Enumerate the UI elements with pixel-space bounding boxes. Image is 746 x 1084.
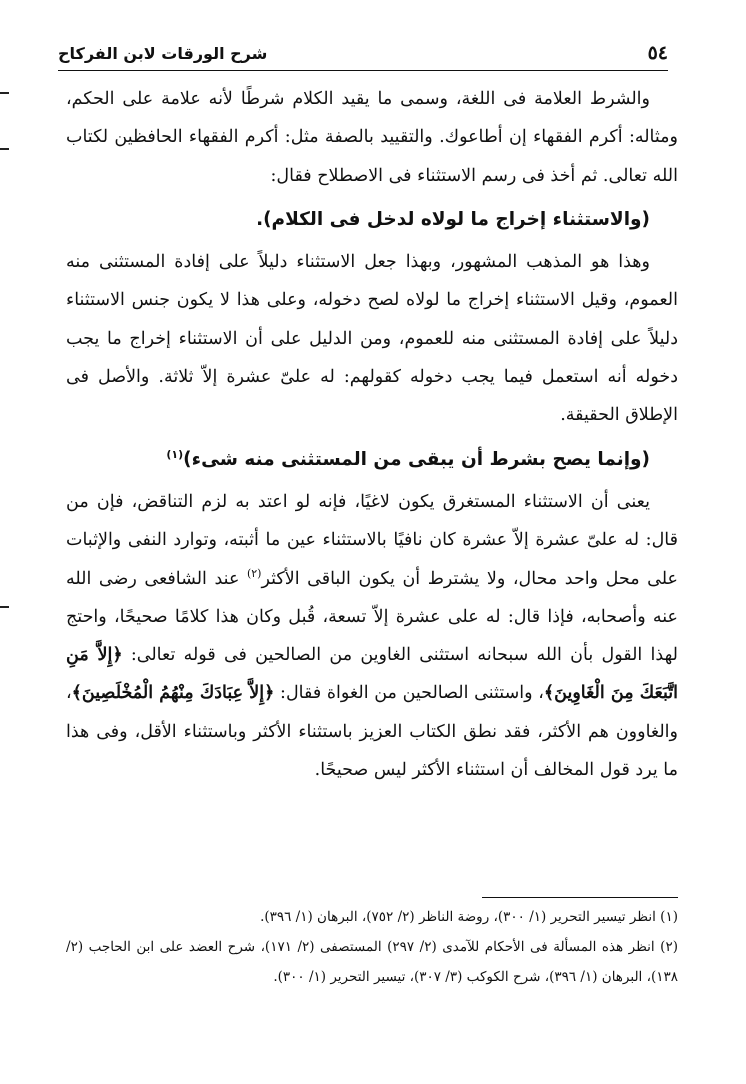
scan-margin-mark bbox=[0, 606, 9, 608]
paragraph-mustaghriq-part-a: يعنى أن الاستثناء المستغرق يكون لاغيًا، فإنه لو اعتد به لزم التناقض، فإن من قال: له علىّ عشرة إلاّ عشرة كان نافيًا بالاستثناء عين ما أثبته، وتوارد النفى والإثبات على محل واحد محال، ولا يشترط أن يكون الباقى الأكثر bbox=[66, 491, 678, 589]
paragraph-mustaghriq bbox=[66, 483, 678, 789]
scan-margin-mark bbox=[0, 148, 9, 150]
page-number: ٥٤ bbox=[647, 42, 668, 64]
footnote-separator bbox=[482, 897, 678, 898]
body-text bbox=[66, 80, 678, 789]
scan-margin-mark bbox=[0, 92, 9, 94]
matn-istithna-definition: (والاستثناء إخراج ما لولاه لدخل فى الكلام). bbox=[256, 208, 650, 230]
quran-verse-mukhlasin: ﴿إِلاَّ عِبَادَكَ مِنْهُمُ الْمُخْلَصِينَ﴾ bbox=[71, 683, 275, 704]
matn-istithna-condition-text: (وإنما يصح بشرط أن يبقى من المستثنى منه شىء) bbox=[183, 448, 650, 470]
matn-istithna-condition bbox=[66, 441, 678, 479]
page-header bbox=[58, 40, 668, 71]
quran-verse-ghawin: ﴿إِلاَّ مَنِ اتَّبَعَكَ مِنَ الْغَاوِينَ﴾ bbox=[66, 645, 679, 704]
paragraph-shart-definition: والشرط العلامة فى اللغة، وسمى ما يقيد الكلام شرطًا لأنه علامة على الحكم، ومثاله: أكرم الفقهاء إن أطاعوك. والتقييد بالصفة مثل: أكرم الفقهاء الحافظين لكتاب الله تعالى. ثم أخذ فى رسم الاستثناء فى الاصطلاح فقال: bbox=[66, 89, 678, 186]
paragraph-mustaghriq-part-b: عند الشافعى رضى الله عنه وأصحابه، فإذا قال: له على عشرة إلاّ تسعة، قُبل وكان هذا كلامًا صحيحًا، واحتج لهذا القول بأن الله سبحانه استثنى الغاوين من الصالحين فى قوله تعالى: bbox=[66, 568, 678, 666]
paragraph-mustaghriq-part-c: ، واستثنى الصالحين من الغواة فقال: bbox=[274, 683, 544, 704]
footnote-1: (١) انظر تيسير التحرير (١/ ٣٠٠)، روضة الناظر (٢/ ٧٥٢)، البرهان (١/ ٣٩٦). bbox=[260, 909, 678, 925]
running-title: شرح الورقات لابن الفركاح bbox=[58, 44, 268, 63]
footnote-ref-1: (١) bbox=[166, 447, 184, 461]
footnotes bbox=[66, 902, 678, 992]
footnote-ref-2: (٢) bbox=[246, 566, 262, 580]
footnote-2: (٢) انظر هذه المسألة فى الأحكام للآمدى (٢/ ٢٩٧) المستصفى (٢/ ١٧١)، شرح العضد على ابن الحاجب (٢/ ١٣٨)، البرهان (١/ ٣٩٦)، شرح الكوكب (٣/ ٣٠٧)، تيسير التحرير (١/ ٣٠٠). bbox=[66, 939, 678, 985]
paragraph-mustaghriq-part-d: ، والغاوون هم الأكثر، فقد نطق الكتاب العزيز باستثناء الأكثر وباستثناء الأقل، وفى هذا ما يرد قول المخالف أن استثناء الأكثر ليس صحيحًا. bbox=[66, 683, 678, 781]
paragraph-madhhab-mashhur: وهذا هو المذهب المشهور، وبهذا جعل الاستثناء دليلاً على إفادة المستثنى منه العموم، وقيل الاستثناء إخراج ما لولاه لصح دخوله، وعلى هذا لا يكون جنس الاستثناء دليلاً على إفادة المستثنى منه للعموم، ومن الدليل على أن الاستثناء إخراج ما يجب دخوله أنه استعمل فيما يجب دخوله كقولهم: له علىّ عشرة إلاّ ثلاثة. والأصل فى الإطلاق الحقيقة. bbox=[66, 252, 678, 426]
